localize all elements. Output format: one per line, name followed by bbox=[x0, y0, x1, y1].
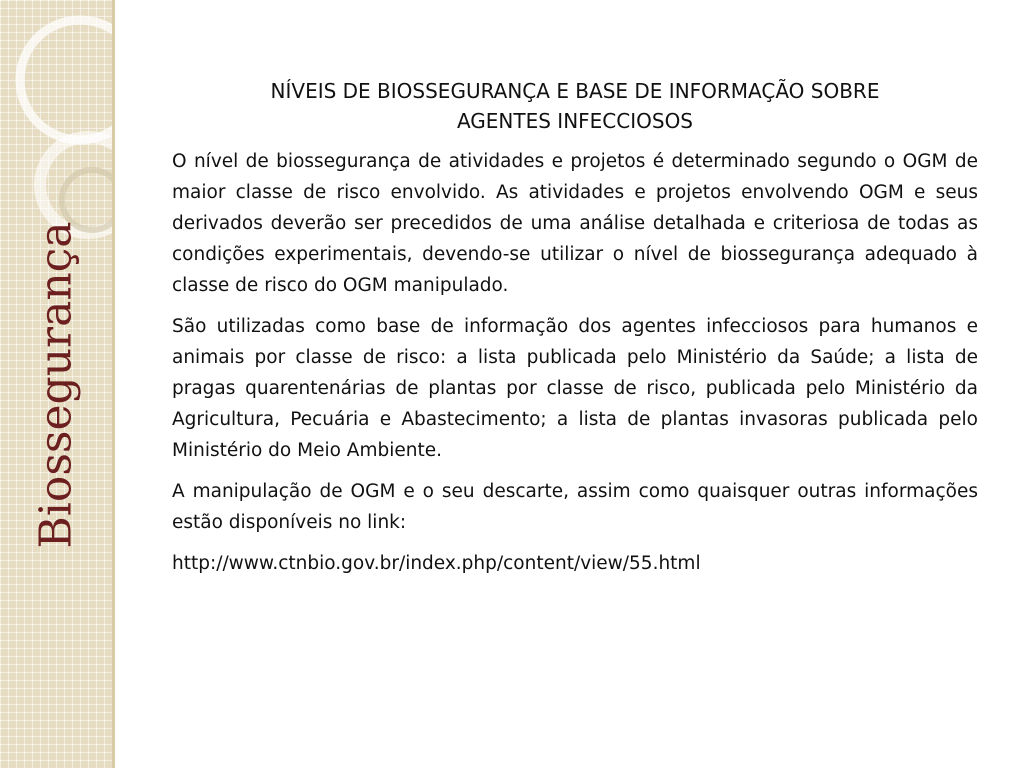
decorative-ring-top bbox=[20, 20, 112, 140]
vertical-slide-title: Biossegurança bbox=[30, 221, 82, 549]
sidebar-divider bbox=[112, 0, 115, 768]
ctnbio-link[interactable]: http://www.ctnbio.gov.br/index.php/content/view/55.html bbox=[172, 553, 701, 574]
paragraph-ogm-handling: A manipulação de OGM e o seu descarte, assim como quaisquer outras informações estão disponíveis no link: bbox=[172, 481, 978, 533]
slide-heading bbox=[172, 76, 978, 136]
heading-line-1: NÍVEIS DE BIOSSEGURANÇA E BASE DE INFORMAÇÃO SOBRE bbox=[270, 79, 880, 103]
slide-content bbox=[172, 76, 978, 579]
paragraph-information-sources: São utilizadas como base de informação dos agentes infecciosos para humanos e animais por classe de risco: a lista publicada pelo Ministério da Saúde; a lista de pragas quarentenárias de plantas por classe de risco, publicada pelo Ministério da Agricultura, Pecuária e Abastecimento; a lista de plantas invasoras publicada pelo Ministério do Meio Ambiente. bbox=[172, 316, 978, 461]
sidebar-panel bbox=[0, 0, 112, 768]
heading-line-2: AGENTES INFECCIOSOS bbox=[456, 109, 694, 133]
paragraph-biosafety-level: O nível de biossegurança de atividades e projetos é determinado segundo o OGM de maior classe de risco envolvido. As atividades e projetos envolvendo OGM e seus derivados deverão ser precedidos de uma análise detalhada e criteriosa de todas as condições experimentais, devendo-se utilizar o nível de biossegurança adequado à classe de risco do OGM manipulado. bbox=[172, 151, 978, 296]
decorative-ring-middle bbox=[40, 137, 112, 233]
